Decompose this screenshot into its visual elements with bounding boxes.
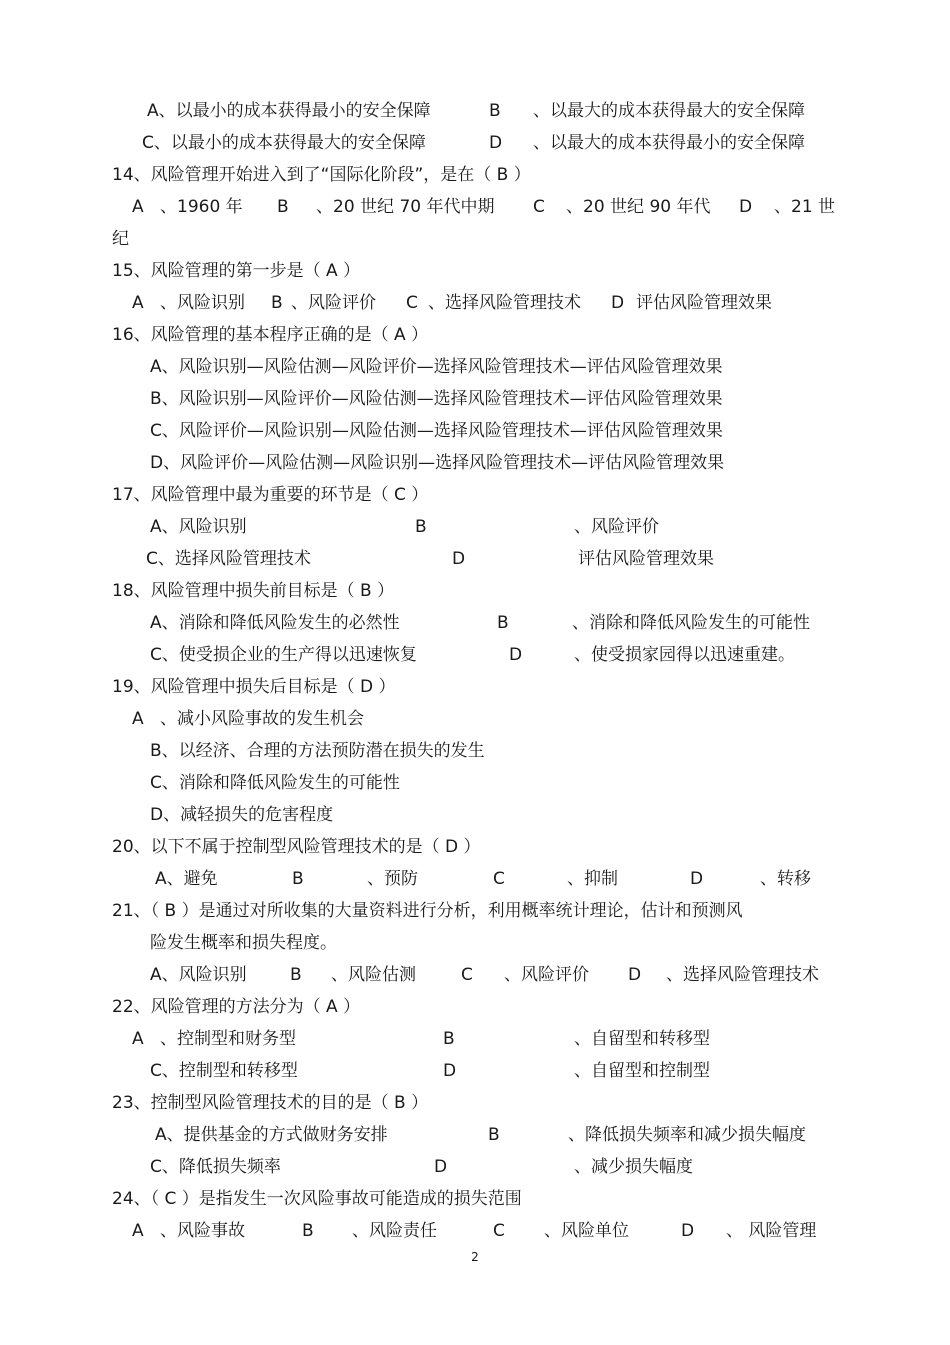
text-line xyxy=(0,895,950,927)
text-line xyxy=(0,671,950,703)
text-segment: A xyxy=(132,709,144,729)
text-segment: D xyxy=(681,1221,695,1241)
text-segment: 23、控制型风险管理技术的目的是（ B ） xyxy=(112,1093,429,1113)
text-segment: 、选择风险管理技术 xyxy=(666,965,819,985)
text-segment: 、风险责任 xyxy=(352,1221,437,1241)
text-line xyxy=(0,319,950,351)
text-line xyxy=(0,479,950,511)
text-line xyxy=(0,127,950,159)
text-segment: 、以最大的成本获得最大的安全保障 xyxy=(533,101,805,121)
text-segment: 、减小风险事故的发生机会 xyxy=(160,709,364,729)
text-segment: B xyxy=(488,1125,500,1145)
text-segment: A xyxy=(132,1221,144,1241)
text-segment: B、以经济、合理的方法预防潜在损失的发生 xyxy=(150,741,485,761)
text-line xyxy=(0,639,950,671)
text-segment: 19、风险管理中损失后目标是（ D ） xyxy=(112,677,396,697)
text-segment: 、风险估测 xyxy=(331,965,416,985)
text-segment: A、风险识别—风险估测—风险评价—选择风险管理技术—评估风险管理效果 xyxy=(150,357,723,377)
text-segment: 、风险识别 xyxy=(160,293,245,313)
text-segment: 、抑制 xyxy=(567,869,618,889)
text-segment: 15、风险管理的第一步是（ A ） xyxy=(112,261,361,281)
text-segment: A、消除和降低风险发生的必然性 xyxy=(150,613,400,633)
text-segment: B、风险识别—风险评价—风险估测—选择风险管理技术—评估风险管理效果 xyxy=(150,389,723,409)
text-line xyxy=(0,255,950,287)
text-segment: A、避免 xyxy=(155,869,218,889)
text-segment: 、使受损家园得以迅速重建。 xyxy=(574,645,795,665)
text-line xyxy=(0,1183,950,1215)
text-segment: C、使受损企业的生产得以迅速恢复 xyxy=(150,645,417,665)
text-segment: C、风险评价—风险识别—风险估测—选择风险管理技术—评估风险管理效果 xyxy=(150,421,723,441)
text-segment: 、21 世 xyxy=(774,197,836,217)
page-number: 2 xyxy=(471,1250,479,1264)
text-segment: B xyxy=(415,517,427,537)
text-line xyxy=(0,415,950,447)
text-segment: C xyxy=(493,1221,505,1241)
text-segment: B xyxy=(489,101,501,121)
text-segment: 、以最大的成本获得最小的安全保障 xyxy=(533,133,805,153)
text-segment: 20、以下不属于控制型风险管理技术的是（ D ） xyxy=(112,837,481,857)
text-segment: A xyxy=(132,197,144,217)
text-line xyxy=(0,703,950,735)
text-segment: A、提供基金的方式做财务安排 xyxy=(155,1125,388,1145)
text-segment: 、风险评价 xyxy=(291,293,376,313)
text-segment: C xyxy=(533,197,545,217)
text-segment: 、风险事故 xyxy=(160,1221,245,1241)
text-line xyxy=(0,543,950,575)
text-line xyxy=(0,191,950,223)
text-segment: D xyxy=(690,869,704,889)
text-segment: C、以最小的成本获得最大的安全保障 xyxy=(142,133,426,153)
text-segment: B xyxy=(302,1221,314,1241)
text-segment: C、消除和降低风险发生的可能性 xyxy=(150,773,400,793)
text-line xyxy=(0,95,950,127)
text-segment: 21、（ B ）是通过对所收集的大量资料进行分析，利用概率统计理论，估计和预测风 xyxy=(112,901,743,921)
text-segment: 、自留型和转移型 xyxy=(574,1029,710,1049)
text-line xyxy=(0,1087,950,1119)
text-segment: 、20 世纪 70 年代中期 xyxy=(316,197,495,217)
text-line xyxy=(0,959,950,991)
text-segment: 险发生概率和损失程度。 xyxy=(150,933,337,953)
text-segment: D xyxy=(739,197,753,217)
text-segment: 、转移 xyxy=(760,869,811,889)
text-segment: 评估风险管理效果 xyxy=(636,293,772,313)
text-segment: 、 风险管理 xyxy=(726,1221,817,1241)
text-line xyxy=(0,447,950,479)
text-segment: B xyxy=(290,965,302,985)
text-segment: A xyxy=(132,293,144,313)
text-segment: 、1960 年 xyxy=(160,197,243,217)
text-segment: D xyxy=(452,549,466,569)
text-segment: 、风险评价 xyxy=(504,965,589,985)
text-line xyxy=(0,1215,950,1247)
text-segment: B xyxy=(277,197,289,217)
text-segment: 17、风险管理中最为重要的环节是（ C ） xyxy=(112,485,429,505)
text-line xyxy=(0,927,950,959)
text-segment: 、减少损失幅度 xyxy=(574,1157,693,1177)
text-segment: C、选择风险管理技术 xyxy=(146,549,311,569)
text-segment: B xyxy=(443,1029,455,1049)
text-segment: 、风险单位 xyxy=(544,1221,629,1241)
text-segment: C、控制型和转移型 xyxy=(150,1061,298,1081)
text-line xyxy=(0,863,950,895)
text-segment: 、自留型和控制型 xyxy=(574,1061,710,1081)
text-line xyxy=(0,831,950,863)
text-line xyxy=(0,767,950,799)
text-line xyxy=(0,799,950,831)
text-segment: 16、风险管理的基本程序正确的是（ A ） xyxy=(112,325,429,345)
text-line xyxy=(0,351,950,383)
text-segment: D、减轻损失的危害程度 xyxy=(150,805,334,825)
text-line xyxy=(0,575,950,607)
text-segment: A、以最小的成本获得最小的安全保障 xyxy=(147,101,431,121)
text-line xyxy=(0,1055,950,1087)
text-segment: D xyxy=(443,1061,457,1081)
text-segment: B xyxy=(497,613,509,633)
text-segment: D xyxy=(628,965,642,985)
text-segment: 22、风险管理的方法分为（ A ） xyxy=(112,997,361,1017)
text-line xyxy=(0,607,950,639)
text-segment: C xyxy=(406,293,418,313)
text-segment: D xyxy=(434,1157,448,1177)
text-segment: A xyxy=(132,1029,144,1049)
text-segment: 纪 xyxy=(112,229,129,249)
text-line xyxy=(0,991,950,1023)
text-segment: B xyxy=(271,293,283,313)
text-segment: 、控制型和财务型 xyxy=(160,1029,296,1049)
text-segment: A、风险识别 xyxy=(150,965,247,985)
text-segment: C xyxy=(461,965,473,985)
text-line xyxy=(0,287,950,319)
text-segment: 14、风险管理开始进入到了“国际化阶段”，是在（ B ） xyxy=(112,165,531,185)
text-segment: D、风险评价—风险估测—风险识别—选择风险管理技术—评估风险管理效果 xyxy=(150,453,725,473)
text-line xyxy=(0,1119,950,1151)
text-line xyxy=(0,223,950,255)
text-segment: 18、风险管理中损失前目标是（ B ） xyxy=(112,581,395,601)
text-segment: A、风险识别 xyxy=(150,517,247,537)
text-segment: 、降低损失频率和减少损失幅度 xyxy=(568,1125,806,1145)
text-segment: D xyxy=(611,293,625,313)
text-line xyxy=(0,511,950,543)
text-segment: 、选择风险管理技术 xyxy=(428,293,581,313)
text-line xyxy=(0,1151,950,1183)
text-segment: C、降低损失频率 xyxy=(150,1157,281,1177)
text-line xyxy=(0,159,950,191)
text-segment: 、风险评价 xyxy=(574,517,659,537)
text-line xyxy=(0,383,950,415)
text-segment: 24、（ C ）是指发生一次风险事故可能造成的损失范围 xyxy=(112,1189,522,1209)
text-line xyxy=(0,735,950,767)
text-segment: D xyxy=(509,645,523,665)
text-segment: B xyxy=(292,869,304,889)
text-segment: 、20 世纪 90 年代 xyxy=(566,197,711,217)
text-segment: 、预防 xyxy=(367,869,418,889)
text-segment: 、消除和降低风险发生的可能性 xyxy=(572,613,810,633)
text-line xyxy=(0,1023,950,1055)
text-segment: D xyxy=(489,133,503,153)
text-segment: C xyxy=(493,869,505,889)
text-segment: 评估风险管理效果 xyxy=(578,549,714,569)
